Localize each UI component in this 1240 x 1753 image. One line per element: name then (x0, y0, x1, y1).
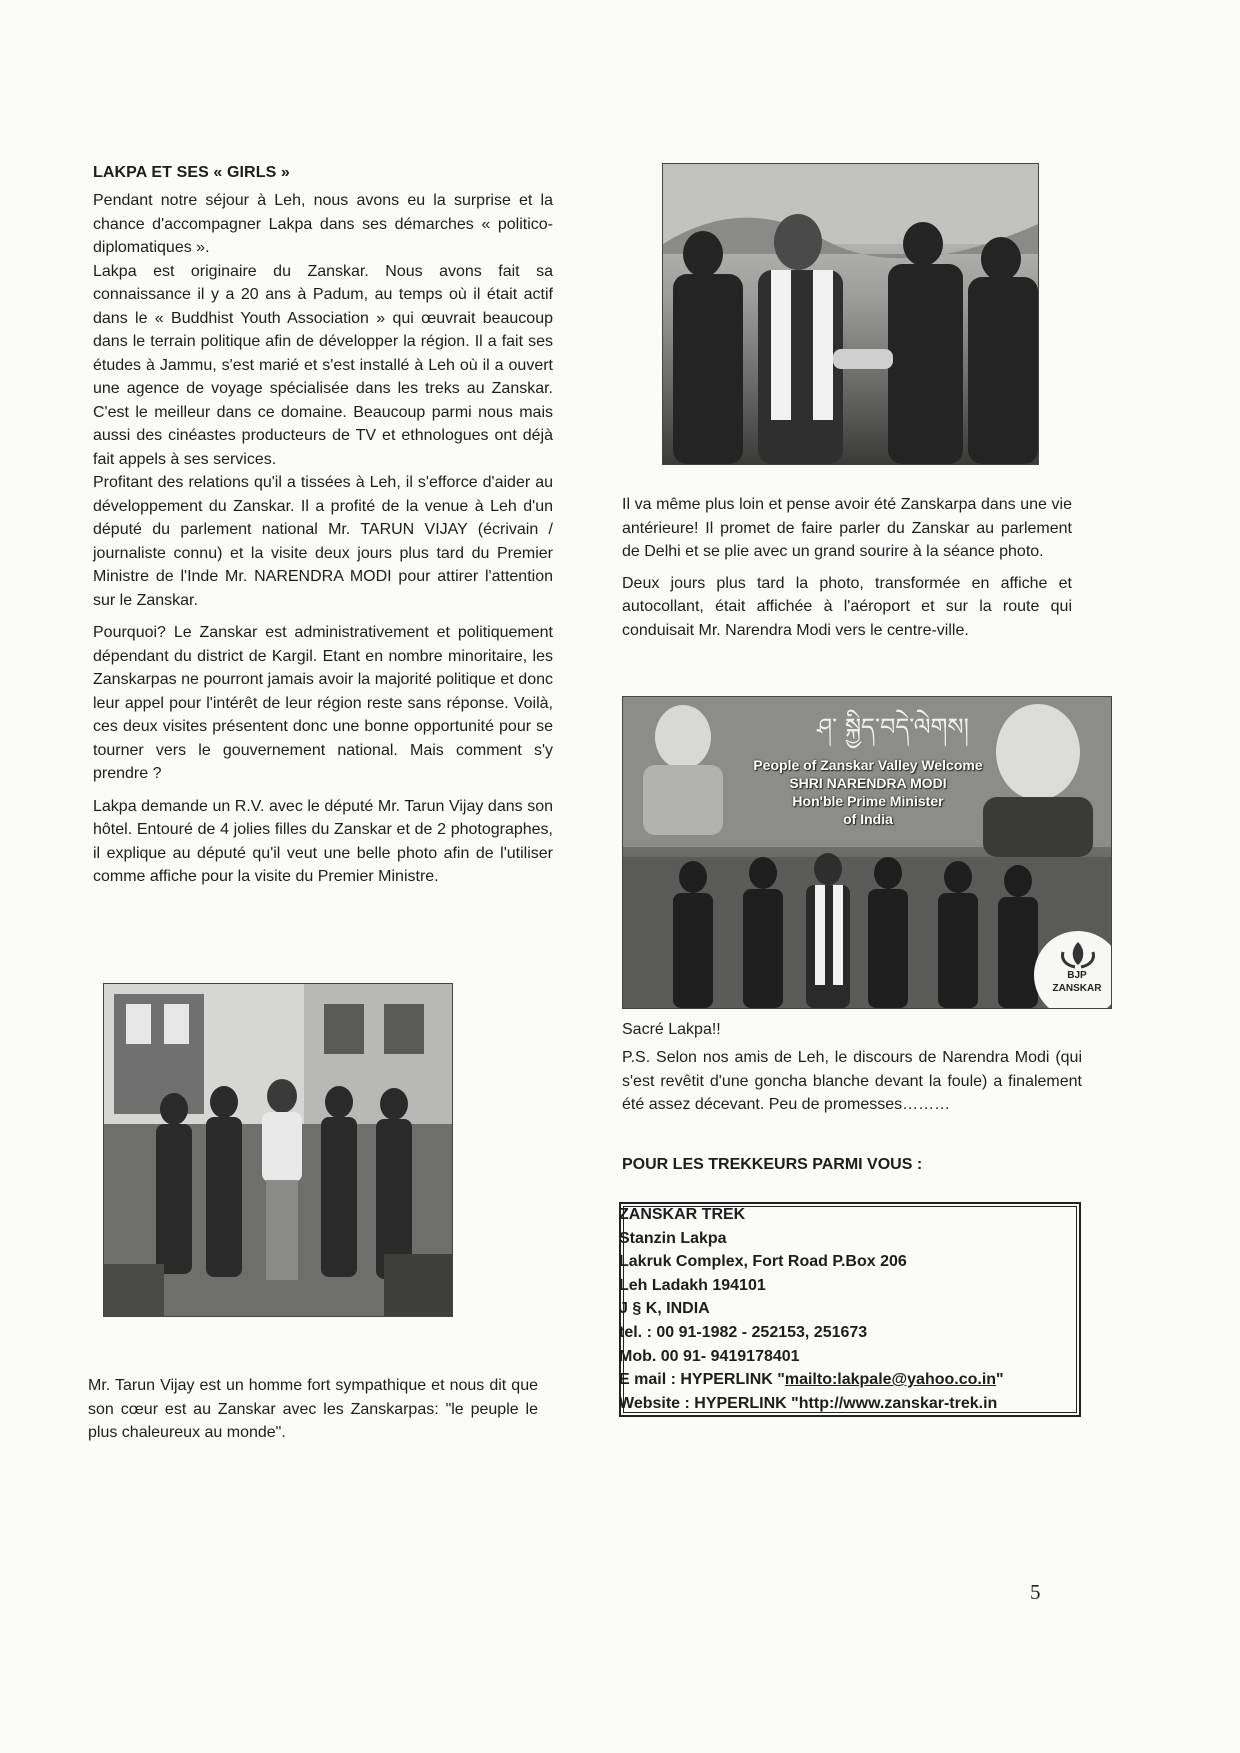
poster-script-line: ཤ་ སྐྱིད་བདེ་ལེགས། (817, 713, 969, 741)
email-link[interactable]: mailto:lakpale@yahoo.co.in (784, 1371, 997, 1389)
contact-website: Website : HYPERLINK "http://www.zanskar-trek.in (619, 1394, 998, 1412)
handshake-illustration (663, 164, 1038, 464)
contact-company: ZANSKAR TREK (619, 1206, 746, 1223)
paragraph-why: Pourquoi? Le Zanskar est administrativement et politiquement dépendant du district de Kargil. Etant en nombre minoritaire, les Zanskarpas ne pourront jamais avoir la majorité politique et donc leur appel pour l'intérêt de leur région reste sans réponse. Voilà, ces deux visites présentent donc une bonne opportunité pour se tourner vers le gouvernement national. Mais comment s'y prendre ? (93, 624, 553, 782)
poster-welcome-line: People of Zanskar Valley Welcome (753, 757, 983, 773)
paragraph-relations: Profitant des relations qu'il a tissées à Leh, il s'efforce d'aider au développement du Zanskar. Il a profité de la venue à Leh d'un député du parlement national Mr. TARUN VIJAY (écrivain / journaliste connu) et la visite deux jours plus tard du Premier Ministre de l'Inde Mr. NARENDRA MODI pour attirer l'attention sur le Zanskar. (93, 474, 553, 609)
contact-state: J § K, INDIA (619, 1300, 710, 1318)
poster-country-line: of India (843, 811, 893, 827)
contact-email-prefix: E mail : HYPERLINK " (619, 1371, 785, 1389)
left-photo-caption: Mr. Tarun Vijay est un homme fort sympathique et nous dit que son cœur est au Zanskar avec les Zanskarpas: "le peuple le plus chaleureux au monde". (88, 1377, 538, 1441)
poster-name-line: SHRI NARENDRA MODI (789, 775, 947, 791)
paragraph-lakpa-origin: Lakpa est originaire du Zanskar. Nous avons fait sa connaissance il y a 20 ans à Padum, au temps où il était actif dans le « Buddhist Youth Association » qui œuvrait beaucoup dans le terrain politique afin de développer la région. Il a fait ses études à Jammu, s'est marié et s'est installé à Leh où il a ouvert une agence de voyage spécialisée dans les treks au Zanskar. C'est le meilleur dans ce domaine. Beaucoup parmi nous mais aussi des cinéastes producteurs de TV et ethnologues ont déjà fait appels à ses services. (93, 262, 553, 468)
contact-city: Leh Ladakh 194101 (619, 1276, 766, 1294)
trekkers-heading: POUR LES TREKKEURS PARMI VOUS : (622, 1156, 923, 1173)
contact-email (619, 1368, 1081, 1392)
contact-address: Lakruk Complex, Fort Road P.Box 206 (619, 1253, 907, 1271)
ps-text: P.S. Selon nos amis de Leh, le discours de Narendra Modi (qui s'est revêtit d'une goncha blanche devant la foule) a finalement été assez décevant. Peu de promesses……… (622, 1049, 1082, 1113)
group-photo-hotel (103, 983, 453, 1317)
closing-text: Sacré Lakpa!! (622, 1021, 721, 1038)
right-paragraphs (622, 493, 1072, 642)
contact-mobile: Mob. 00 91- 9419178401 (619, 1347, 800, 1365)
bjp-badge-line2: ZANSKAR (1052, 983, 1102, 994)
contact-tel: tel. : 00 91-1982 - 252153, 251673 (619, 1323, 868, 1341)
paragraph-poster: Deux jours plus tard la photo, transformée en affiche et autocollant, était affichée à l'aéroport et sur la route qui conduisait Mr. Narendra Modi vers le centre-ville. (622, 574, 1072, 639)
article-title: LAKPA ET SES « GIRLS » (93, 164, 290, 181)
welcome-poster (622, 696, 1112, 1009)
paragraph-previous-life: Il va même plus loin et pense avoir été Zanskarpa dans une vie antérieure! Il promet de faire parler du Zanskar au parlement de Delhi et se plie avec un grand sourire à la séance photo. (622, 496, 1072, 560)
contact-email-suffix: " (996, 1371, 1004, 1389)
contact-lines (619, 1203, 1081, 1415)
handshake-photo (662, 163, 1039, 465)
poster-title-line: Hon'ble Prime Minister (792, 793, 944, 809)
group-photo-illustration (104, 984, 452, 1316)
bjp-badge-line1: BJP (1067, 970, 1087, 981)
paragraph-intro: Pendant notre séjour à Leh, nous avons eu la surprise et la chance d'accompagner Lakpa dans ses démarches « politico-diplomatiques ». (93, 192, 553, 256)
left-column (93, 160, 553, 889)
contact-person: Stanzin Lakpa (619, 1229, 727, 1247)
paragraph-meeting: Lakpa demande un R.V. avec le député Mr. Tarun Vijay dans son hôtel. Entouré de 4 jolies filles du Zanskar et de 2 photographes, il explique au député qu'il veut une belle photo afin de l'utiliser comme affiche pour la visite du Premier Ministre. (93, 797, 553, 885)
page-number: 5 (1030, 1580, 1041, 1604)
